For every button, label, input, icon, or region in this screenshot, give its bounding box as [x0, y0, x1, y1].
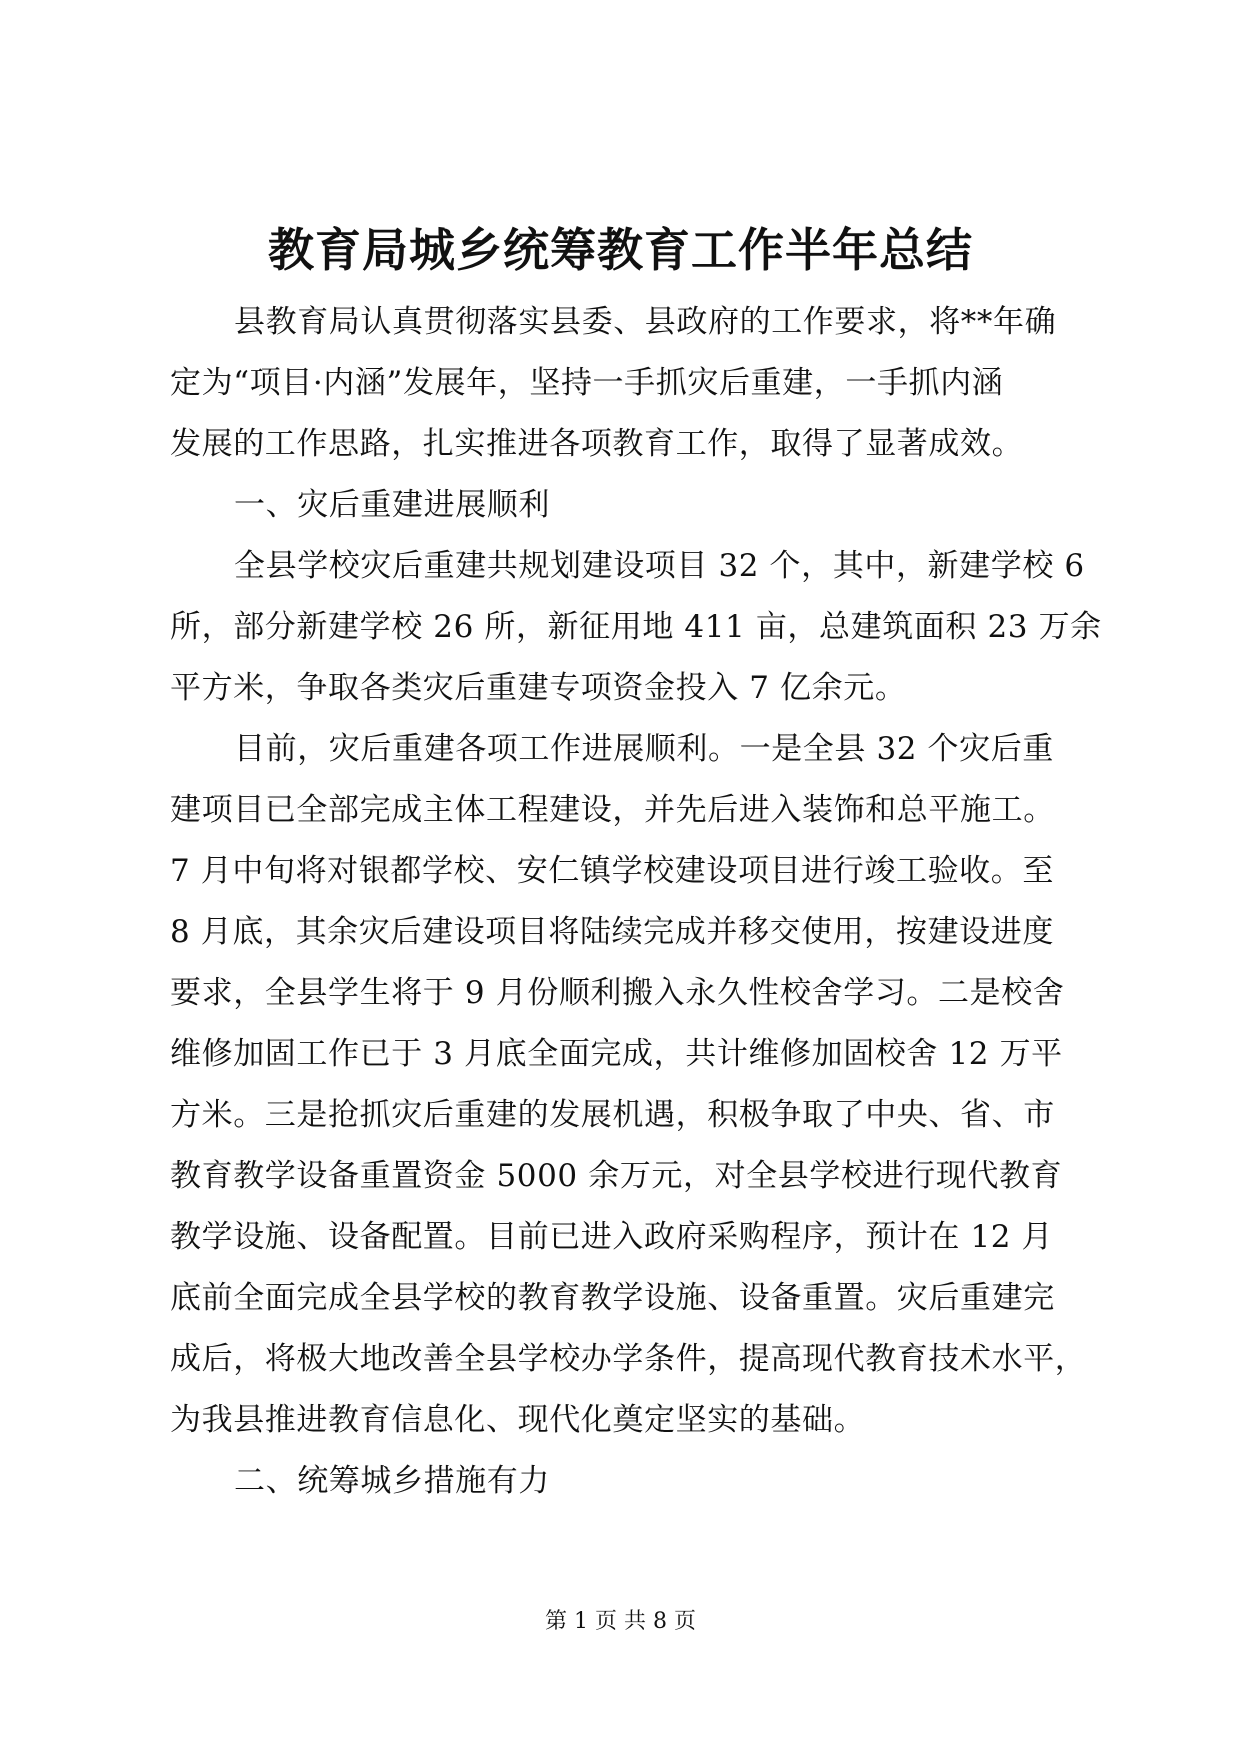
text-line: 成后，将极大地改善全县学校办学条件，提高现代教育技术水平， — [170, 1341, 1087, 1377]
text-line: 为我县推进教育信息化、现代化奠定坚实的基础。 — [170, 1402, 866, 1438]
document-body — [170, 292, 1102, 1512]
text-line: 发展的工作思路，扎实推进各项教育工作，取得了显著成效。 — [170, 426, 1024, 462]
text-line: 目前，灾后重建各项工作进展顺利。一是全县 32 个灾后重 — [234, 731, 1054, 767]
page-footer: 第 1 页 共 8 页 — [545, 1609, 696, 1634]
document-title: 教育局城乡统筹教育工作半年总结 — [268, 223, 973, 277]
text-line: 建项目已全部完成主体工程建设，并先后进入装饰和总平施工。 — [170, 792, 1055, 828]
text-line: 教学设施、设备配置。目前已进入政府采购程序，预计在 12 月 — [170, 1219, 1054, 1255]
text-line: 县教育局认真贯彻落实县委、县政府的工作要求，将**年确 — [234, 304, 1057, 340]
text-line: 维修加固工作已于 3 月底全面完成，共计维修加固校舍 12 万平 — [170, 1036, 1063, 1072]
text-line: 方米。三是抢抓灾后重建的发展机遇，积极争取了中央、省、市 — [170, 1097, 1055, 1133]
text-line: 平方米，争取各类灾后重建专项资金投入 7 亿余元。 — [170, 670, 907, 706]
text-line: 底前全面完成全县学校的教育教学设施、设备重置。灾后重建完 — [170, 1280, 1055, 1316]
text-line: 二、统筹城乡措施有力 — [234, 1463, 550, 1499]
text-line: 8 月底，其余灾后建设项目将陆续完成并移交使用，按建设进度 — [170, 914, 1054, 950]
text-line: 一、灾后重建进展顺利 — [234, 487, 550, 523]
text-line: 要求，全县学生将于 9 月份顺利搬入永久性校舍学习。二是校舍 — [170, 975, 1065, 1011]
text-line: 所，部分新建学校 26 所，新征用地 411 亩，总建筑面积 23 万余 — [170, 609, 1102, 645]
text-line: 教育教学设备重置资金 5000 余万元，对全县学校进行现代教育 — [170, 1158, 1063, 1194]
text-line: 全县学校灾后重建共规划建设项目 32 个，其中，新建学校 6 — [234, 548, 1085, 584]
text-line: 7 月中旬将对银都学校、安仁镇学校建设项目进行竣工验收。至 — [170, 853, 1054, 889]
text-line: 定为“项目·内涵”发展年，坚持一手抓灾后重建，一手抓内涵 — [170, 365, 1004, 401]
